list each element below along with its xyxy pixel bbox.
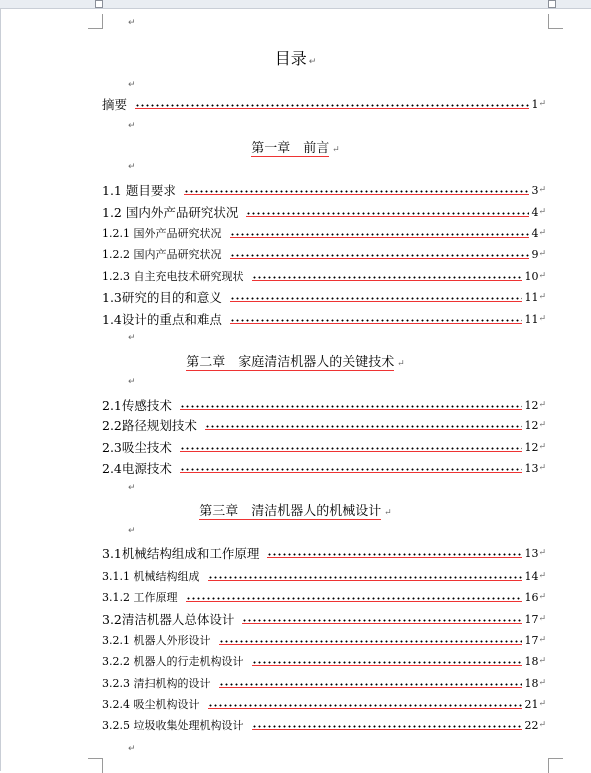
- toc-entry-label: 2.4电源技术: [102, 461, 172, 476]
- toc-entry-label: 1.1 题目要求: [102, 183, 176, 198]
- toc-entry-label: 1.4设计的重点和难点: [102, 312, 222, 327]
- toc-entry-label: 2.3吸尘技术: [102, 440, 172, 455]
- toc-entry-label: 2.1传感技术: [102, 398, 172, 413]
- paragraph-mark: ↵: [538, 99, 546, 109]
- empty-paragraph-mark: ↵: [128, 526, 136, 536]
- toc-entry[interactable]: [102, 437, 546, 457]
- toc-entry-page: 9: [531, 247, 539, 261]
- toc-entry-page: 18: [524, 676, 539, 690]
- toc-entry-page: 12: [524, 418, 539, 432]
- paragraph-mark: ↵: [538, 442, 546, 452]
- paragraph-mark: ↵: [538, 571, 546, 581]
- toc-entry[interactable]: [102, 587, 546, 607]
- empty-paragraph-mark: ↵: [128, 483, 136, 493]
- toc-entry[interactable]: [102, 94, 546, 114]
- dot-leader: [252, 720, 523, 730]
- paragraph-mark: ↵: [538, 614, 546, 624]
- toc-entry-label: 1.2 国内外产品研究状况: [102, 205, 239, 220]
- paragraph-mark: ↵: [538, 656, 546, 666]
- page-title-text: 目录: [274, 49, 307, 68]
- right-indent-marker[interactable]: [548, 0, 556, 8]
- paragraph-mark: ↵: [538, 249, 546, 259]
- toc-entry[interactable]: [102, 266, 546, 286]
- paragraph-mark: ↵: [394, 359, 405, 369]
- dot-leader: [184, 185, 530, 195]
- crop-mark-top-right: [548, 14, 563, 29]
- toc-entry-page: 1: [531, 97, 539, 111]
- toc-entry[interactable]: [102, 673, 546, 693]
- paragraph-mark: ↵: [538, 185, 546, 195]
- paragraph-mark: ↵: [538, 314, 546, 324]
- toc-entry[interactable]: [102, 287, 546, 307]
- toc-entry-page: 11: [524, 290, 539, 304]
- dot-leader: [230, 314, 523, 324]
- toc-entry[interactable]: [102, 415, 546, 435]
- dot-leader: [230, 228, 530, 238]
- toc-entry-page: 12: [524, 440, 539, 454]
- empty-paragraph-mark: ↵: [128, 18, 136, 28]
- paragraph-mark: ↵: [538, 207, 546, 217]
- dot-leader: [205, 420, 523, 430]
- dot-leader: [267, 548, 522, 558]
- paragraph-mark: ↵: [538, 592, 546, 602]
- toc-entry[interactable]: [102, 609, 546, 629]
- paragraph-mark: ↵: [538, 635, 546, 645]
- dot-leader: [219, 678, 523, 688]
- paragraph-mark: ↵: [538, 678, 546, 688]
- toc-entry[interactable]: [102, 630, 546, 650]
- toc-entry-page: 4: [531, 226, 539, 240]
- paragraph-mark: ↵: [538, 271, 546, 281]
- chapter-heading[interactable]: [0, 500, 591, 519]
- paragraph-mark: ↵: [538, 720, 546, 730]
- toc-entry[interactable]: [102, 244, 546, 264]
- empty-paragraph-mark: ↵: [128, 744, 136, 754]
- toc-entry[interactable]: [102, 715, 546, 735]
- toc-entry-label: 3.2.2 机器人的行走机构设计: [102, 655, 244, 668]
- paragraph-mark: ↵: [538, 228, 546, 238]
- crop-mark-top-left: [88, 14, 103, 29]
- toc-entry-label: 3.1机械结构组成和工作原理: [102, 546, 260, 561]
- toc-entry-label: 3.1.1 机械结构组成: [102, 570, 200, 583]
- toc-entry-label: 1.3研究的目的和意义: [102, 290, 222, 305]
- empty-paragraph-mark: ↵: [128, 333, 136, 343]
- chapter-heading-text: 第三章 清洁机器人的机械设计: [199, 504, 382, 519]
- empty-paragraph-mark: ↵: [128, 377, 136, 387]
- dot-leader: [208, 699, 523, 709]
- toc-entry-page: 18: [524, 654, 539, 668]
- paragraph-mark: ↵: [538, 292, 546, 302]
- toc-entry-page: 16: [524, 590, 539, 604]
- dot-leader: [219, 635, 523, 645]
- chapter-heading[interactable]: [0, 351, 591, 370]
- chapter-heading-text: 第二章 家庭清洁机器人的关键技术: [186, 355, 395, 370]
- empty-paragraph-mark: ↵: [128, 80, 136, 90]
- toc-entry-page: 10: [524, 269, 539, 283]
- toc-entry[interactable]: [102, 202, 546, 222]
- toc-entry[interactable]: [102, 543, 546, 563]
- paragraph-mark: ↵: [538, 420, 546, 430]
- toc-entry[interactable]: [102, 223, 546, 243]
- toc-entry[interactable]: [102, 651, 546, 671]
- dot-leader: [230, 249, 530, 259]
- toc-entry-page: 4: [531, 205, 539, 219]
- dot-leader: [252, 271, 523, 281]
- toc-entry-label: 2.2路径规划技术: [102, 418, 197, 433]
- vertical-ruler: [0, 8, 1, 771]
- toc-entry-page: 14: [524, 569, 539, 583]
- dot-leader: [180, 442, 523, 452]
- dot-leader: [252, 656, 523, 666]
- left-indent-marker[interactable]: [95, 0, 103, 8]
- toc-entry-page: 11: [524, 312, 539, 326]
- toc-entry-page: 3: [531, 183, 539, 197]
- toc-entry[interactable]: [102, 566, 546, 586]
- dot-leader: [242, 614, 522, 624]
- toc-entry-label: 3.2清洁机器人总体设计: [102, 612, 235, 627]
- empty-paragraph-mark: ↵: [128, 162, 136, 172]
- paragraph-mark: ↵: [538, 548, 546, 558]
- toc-entry[interactable]: [102, 458, 546, 478]
- toc-entry-label: 1.2.3 自主充电技术研究现状: [102, 270, 244, 283]
- dot-leader: [246, 207, 529, 217]
- toc-entry-label: 摘要: [102, 97, 128, 112]
- paragraph-mark: ↵: [381, 508, 392, 518]
- toc-entry-label: 3.2.5 垃圾收集处理机构设计: [102, 719, 244, 732]
- toc-entry[interactable]: [102, 180, 546, 200]
- chapter-heading-text: 第一章 前言: [251, 141, 330, 156]
- toc-entry-label: 3.2.1 机器人外形设计: [102, 634, 211, 647]
- paragraph-mark: ↵: [538, 699, 546, 709]
- toc-entry[interactable]: [102, 309, 546, 329]
- dot-leader: [135, 99, 529, 109]
- dot-leader: [230, 292, 523, 302]
- toc-entry-page: 13: [524, 546, 539, 560]
- toc-entry-label: 3.2.3 清扫机构的设计: [102, 677, 211, 690]
- toc-entry-page: 21: [524, 697, 539, 711]
- paragraph-mark: ↵: [538, 400, 546, 410]
- toc-entry-page: 17: [524, 633, 539, 647]
- toc-entry-page: 12: [524, 398, 539, 412]
- dot-leader: [208, 571, 523, 581]
- toc-entry[interactable]: [102, 395, 546, 415]
- toc-entry[interactable]: [102, 694, 546, 714]
- dot-leader: [180, 463, 523, 473]
- paragraph-mark: ↵: [538, 463, 546, 473]
- toc-entry-page: 17: [524, 612, 539, 626]
- toc-entry-label: 3.1.2 工作原理: [102, 591, 178, 604]
- chapter-heading[interactable]: [0, 137, 591, 156]
- page-title: 目录 ↵: [274, 49, 317, 68]
- empty-paragraph-mark: ↵: [128, 121, 136, 131]
- horizontal-ruler[interactable]: [0, 0, 591, 9]
- toc-entry-label: 3.2.4 吸尘机构设计: [102, 698, 200, 711]
- dot-leader: [186, 592, 523, 602]
- paragraph-mark: ↵: [329, 145, 340, 155]
- toc-entry-page: 22: [524, 718, 539, 732]
- toc-entry-label: 1.2.2 国内产品研究状况: [102, 248, 222, 261]
- dot-leader: [180, 400, 523, 410]
- toc-entry-label: 1.2.1 国外产品研究状况: [102, 227, 222, 240]
- toc-entry-page: 13: [524, 461, 539, 475]
